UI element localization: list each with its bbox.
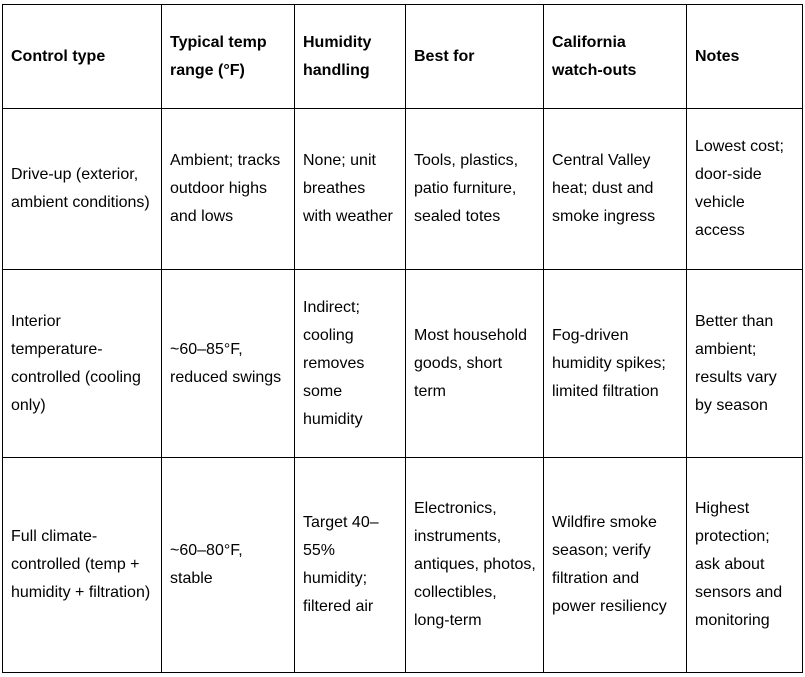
table-row — [3, 270, 803, 458]
header-notes: Notes — [687, 5, 803, 109]
header-row — [3, 5, 803, 109]
header-best-for: Best for — [406, 5, 544, 109]
table-cell: Lowest cost; door-side vehicle access — [687, 109, 803, 270]
table-cell: Interior temperature-controlled (cooling only) — [3, 270, 162, 458]
table-cell: Most household goods, short term — [406, 270, 544, 458]
header-control-type: Control type — [3, 5, 162, 109]
table-cell: Drive-up (exterior, ambient conditions) — [3, 109, 162, 270]
table-cell: Indirect; cooling removes some humidity — [295, 270, 406, 458]
table-cell: Electronics, instruments, antiques, photos, collectibles, long-term — [406, 458, 544, 673]
table-cell: Target 40–55% humidity; filtered air — [295, 458, 406, 673]
table-cell: Better than ambient; results vary by season — [687, 270, 803, 458]
comparison-table — [2, 4, 803, 673]
header-temp-range: Typical temp range (°F) — [162, 5, 295, 109]
table-cell: Full climate-controlled (temp + humidity + filtration) — [3, 458, 162, 673]
table-cell: Fog-driven humidity spikes; limited filtration — [544, 270, 687, 458]
table-row — [3, 458, 803, 673]
table-cell: ~60–80°F, stable — [162, 458, 295, 673]
table-cell: Tools, plastics, patio furniture, sealed totes — [406, 109, 544, 270]
table-cell: ~60–85°F, reduced swings — [162, 270, 295, 458]
table-cell: Wildfire smoke season; verify filtration and power resiliency — [544, 458, 687, 673]
table-cell: Ambient; tracks outdoor highs and lows — [162, 109, 295, 270]
table-cell: Central Valley heat; dust and smoke ingress — [544, 109, 687, 270]
header-humidity-handling: Humidity handling — [295, 5, 406, 109]
table-row — [3, 109, 803, 270]
table-cell: None; unit breathes with weather — [295, 109, 406, 270]
header-california-watch-outs: California watch-outs — [544, 5, 687, 109]
table-cell: Highest protection; ask about sensors and monitoring — [687, 458, 803, 673]
